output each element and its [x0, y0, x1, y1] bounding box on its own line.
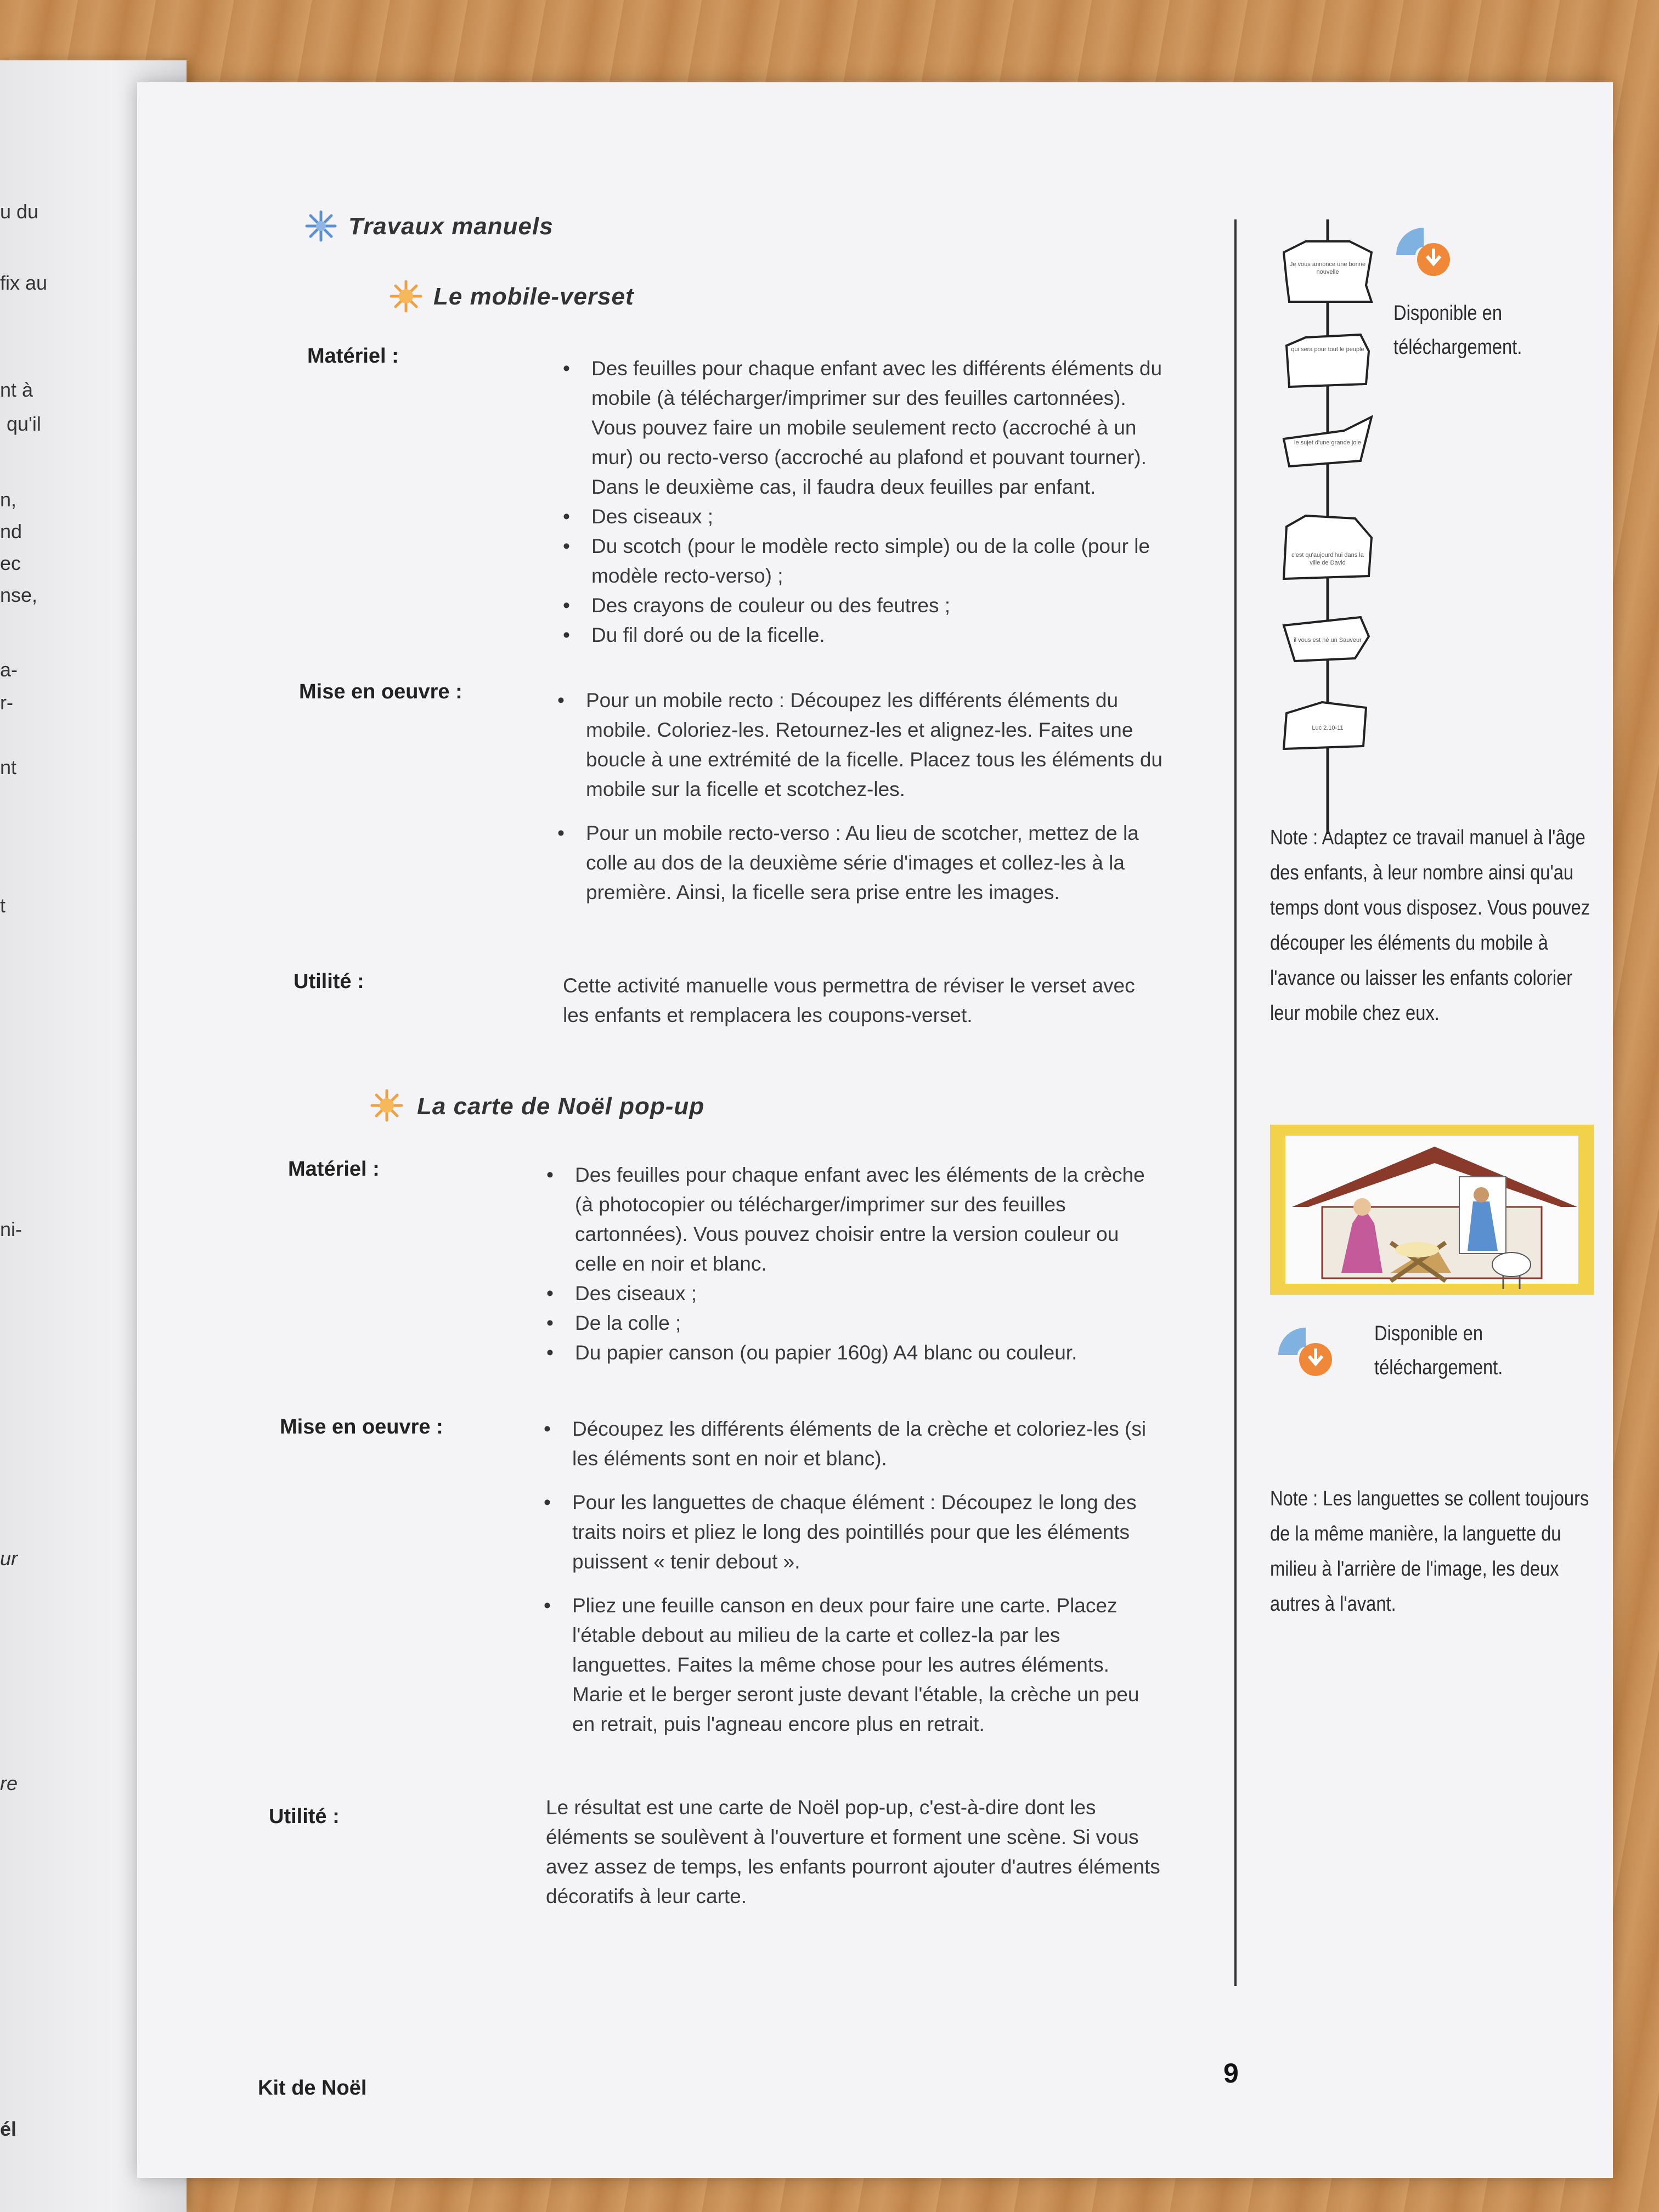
left-page-fragment: nt — [0, 756, 17, 778]
mobile-verset-illustration — [1273, 219, 1383, 834]
carte-utilite-text: Le résultat est une carte de Noël pop-up, c'est-à-dire dont les éléments se soulèvent à l'ouverture et forment une scène. Si vous avez assez de temps, les enfants pourront ajouter d'autres éléments décoratifs à leur carte. — [546, 1796, 1160, 1908]
left-page-fragment: ec — [0, 552, 21, 574]
list-item: • Des ciseaux ; — [560, 502, 1163, 532]
list-item: • Pour les languettes de chaque élément : Découpez le long des traits noirs et pliez le long des pointillés pour que les éléments puissent « tenir debout ». — [540, 1488, 1160, 1577]
left-page-fragment: qu'il — [7, 413, 41, 435]
carte-materiel-list — [543, 1160, 1152, 1368]
left-page-fragment: n, — [0, 488, 17, 511]
left-page-fragment: nse, — [0, 584, 38, 606]
mobile-piece-label: le sujet d'une grande joie — [1294, 439, 1361, 446]
list-item: • Des crayons de couleur ou des feutres ; — [560, 591, 1163, 620]
right-page — [137, 82, 1613, 2178]
column-divider — [1234, 219, 1237, 1986]
list-item: • Des ciseaux ; — [543, 1279, 1152, 1308]
footer-title: Kit de Noël — [258, 2076, 367, 2100]
mise-en-oeuvre-label: Mise en oeuvre : — [299, 680, 462, 703]
materiel-label: Matériel : — [288, 1158, 380, 1181]
mobile-verset-title: Le mobile-verset — [433, 283, 634, 310]
list-item: • Pour un mobile recto-verso : Au lieu de scotcher, mettez de la colle au dos de la deuxième série d'images et collez-les à la première. Ainsi, la ficelle sera prise entre les images. — [554, 819, 1163, 907]
left-page-fragment: nt à — [0, 379, 33, 401]
sidebar-note: Note : Les languettes se collent toujours de la même manière, la languette du milieu à l'arrière de l'image, les deux autres à l'avant. — [1270, 1487, 1589, 1616]
left-page-fragment: re — [0, 1772, 18, 1795]
download-cd-icon — [1391, 222, 1462, 283]
list-item: • Des feuilles pour chaque enfant avec les éléments de la crèche (à photocopier ou télécharger/imprimer sur des feuilles cartonnées). Vous pouvez choisir entre la version couleur ou celle en noir et blanc. — [543, 1160, 1152, 1279]
left-page-fragment: t — [0, 894, 6, 917]
sidebar-note: Note : Adaptez ce travail manuel à l'âge des enfants, à leur nombre ainsi qu'au temps dont vous disposez. Vous pouvez découper les éléments du mobile à l'avance ou laisser les enfants colorier leur mobile chez eux. — [1270, 826, 1590, 1025]
nativity-popup-card-image — [1270, 1125, 1594, 1295]
left-page-fragment: a- — [0, 658, 18, 681]
download-note: Disponible en téléchargement. — [1393, 302, 1522, 359]
list-item: • Découpez les différents éléments de la crèche et coloriez-les (si les éléments sont en noir et blanc). — [540, 1414, 1160, 1474]
list-item: • Pliez une feuille canson en deux pour faire une carte. Placez l'étable debout au milieu de la carte et collez-la par les languettes. Faites la même chose pour les autres éléments. Marie et le berger seront juste devant l'étable, la crèche un peu en retrait, puis l'agneau encore plus en retrait. — [540, 1591, 1160, 1739]
carte-noel-title: La carte de Noël pop-up — [417, 1093, 705, 1120]
mobile-materiel-list — [560, 354, 1163, 650]
left-page-fragment: nd — [0, 520, 22, 543]
utilite-label: Utilité : — [269, 1805, 340, 1828]
left-page-fragment: r- — [0, 691, 13, 714]
left-page-fragment: ni- — [0, 1218, 22, 1240]
download-note: Disponible en téléchargement. — [1374, 1322, 1503, 1379]
mobile-piece-label: Je vous annonce une bonne nouvelle — [1289, 261, 1366, 275]
mobile-mise-list — [554, 686, 1163, 907]
mobile-piece-label: qui sera pour tout le peuple — [1291, 346, 1364, 353]
list-item: • Du fil doré ou de la ficelle. — [560, 620, 1163, 650]
mobile-utilite-text: Cette activité manuelle vous permettra de réviser le verset avec les enfants et remplacera les coupons-verset. — [563, 974, 1135, 1026]
section-title: Travaux manuels — [348, 213, 554, 240]
utilite-label: Utilité : — [294, 970, 364, 993]
list-item: • Du papier canson (ou papier 160g) A4 blanc ou couleur. — [543, 1338, 1152, 1368]
materiel-label: Matériel : — [307, 345, 399, 368]
list-item: • Des feuilles pour chaque enfant avec les différents éléments du mobile (à télécharger/imprimer sur des feuilles cartonnées). Vous pouvez faire un mobile seulement recto (accroché à un mur) ou recto-verso (accroché au plafond et pouvant tourner). Dans le deuxième cas, il faudra deux feuilles par enfant. — [560, 354, 1163, 502]
left-page-fragment: ur — [0, 1547, 18, 1570]
sun-icon — [370, 1089, 403, 1122]
list-item: • Du scotch (pour le modèle recto simple) ou de la colle (pour le modèle recto-verso) ; — [560, 532, 1163, 591]
mise-en-oeuvre-label: Mise en oeuvre : — [280, 1415, 443, 1438]
list-item: • Pour un mobile recto : Découpez les différents éléments du mobile. Coloriez-les. Retournez-les et alignez-les. Faites une boucle à une extrémité de la ficelle. Placez tous les éléments du mobile sur la ficelle et scotchez-les. — [554, 686, 1163, 804]
sun-icon — [390, 280, 422, 313]
left-page-fragment: él — [0, 2118, 17, 2140]
mobile-piece-label: c'est qu'aujourd'hui dans la ville de David — [1291, 552, 1364, 566]
carte-mise-list — [540, 1414, 1160, 1739]
mobile-piece-label: il vous est né un Sauveur — [1294, 637, 1362, 644]
list-item: • De la colle ; — [543, 1308, 1152, 1338]
left-page-fragment: fix au — [0, 272, 48, 294]
download-cd-icon — [1273, 1322, 1344, 1383]
page-number: 9 — [1223, 2058, 1239, 2089]
snowflake-icon — [304, 210, 337, 242]
left-page-fragment: u du — [0, 200, 39, 223]
mobile-piece-label: Luc 2.10-11 — [1312, 725, 1344, 731]
